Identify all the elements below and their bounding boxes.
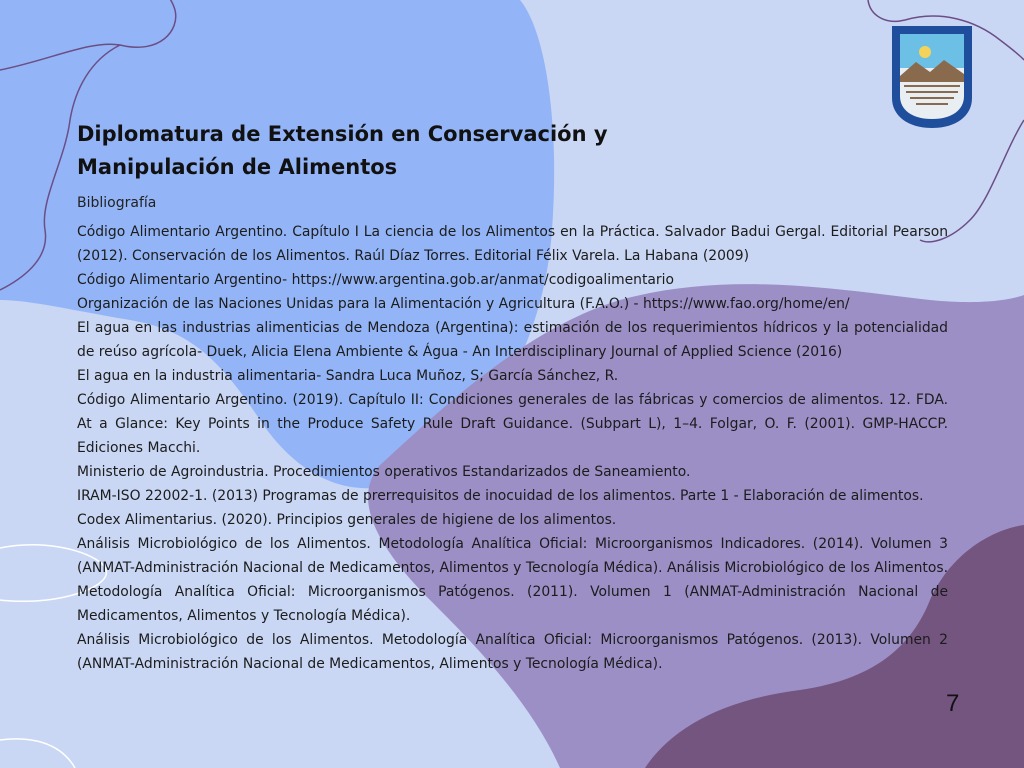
page-number: 7	[946, 690, 960, 717]
section-subtitle: Bibliografía	[77, 195, 157, 211]
bibliography-entry: IRAM-ISO 22002-1. (2013) Programas de prerrequisitos de inocuidad de los alimentos. Parte 1 - Elaboración de alimentos.	[77, 488, 924, 504]
bibliography-entry: Análisis Microbiológico de los Alimentos. Metodología Analítica Oficial: Microorganismos Indicadores. (2014). Volumen 3 (ANMAT-Administración Nacional de Medicamentos, Alimentos y Tecnología Médica). Análisis Microbiológico de los Alimentos. Metodología Analítica Oficial: Microorganismos Patógenos. (2011). Volumen 1 (ANMAT-Administración Nacional de Medicamentos, Alimentos y Tecnología Médica).	[77, 536, 948, 624]
bibliography-entry: El agua en la industria alimentaria- Sandra Luca Muñoz, S; García Sánchez, R.	[77, 368, 619, 384]
university-shield-logo	[886, 20, 978, 132]
bibliography-entry: Código Alimentario Argentino. Capítulo I La ciencia de los Alimentos en la Práctica. Salvador Badui Gergal. Editorial Pearson (2012). Conservación de los Alimentos. Raúl Díaz Torres. Editorial Félix Varela. La Habana (2009)	[77, 224, 948, 264]
slide-content	[77, 118, 948, 676]
decorative-white-curve-bottom	[0, 739, 75, 768]
bibliography-entry: Ministerio de Agroindustria. Procedimientos operativos Estandarizados de Saneamiento.	[77, 464, 691, 480]
bibliography-entry: El agua en las industrias alimenticias de Mendoza (Argentina): estimación de los requerimientos hídricos y la potencialidad de reúso agrícola- Duek, Alicia Elena Ambiente & Água - An Interdisciplinary Journal of Applied Science (2016)	[77, 320, 948, 360]
bibliography-entry: Código Alimentario Argentino. (2019). Capítulo II: Condiciones generales de las fábricas y comercios de alimentos. 12. FDA. At a Glance: Key Points in the Produce Safety Rule Draft Guidance. (Subpart L), 1–4. Folgar, O. F. (2001). GMP-HACCP. Ediciones Macchi.	[77, 392, 948, 456]
bibliography-entry: Código Alimentario Argentino- https://www.argentina.gob.ar/anmat/codigoalimentario	[77, 272, 674, 288]
bibliography-entry: Organización de las Naciones Unidas para la Alimentación y Agricultura (F.A.O.) - https://www.fao.org/home/en/	[77, 296, 850, 312]
bibliography-list	[77, 220, 948, 676]
slide-title: Diplomatura de Extensión en Conservación y Manipulación de Alimentos	[77, 122, 608, 179]
bibliography-entry: Codex Alimentarius. (2020). Principios generales de higiene de los alimentos.	[77, 512, 617, 528]
bibliography-entry: Análisis Microbiológico de los Alimentos. Metodología Analítica Oficial: Microorganismos Patógenos. (2013). Volumen 2 (ANMAT-Administración Nacional de Medicamentos, Alimentos y Tecnología Médica).	[77, 632, 948, 672]
